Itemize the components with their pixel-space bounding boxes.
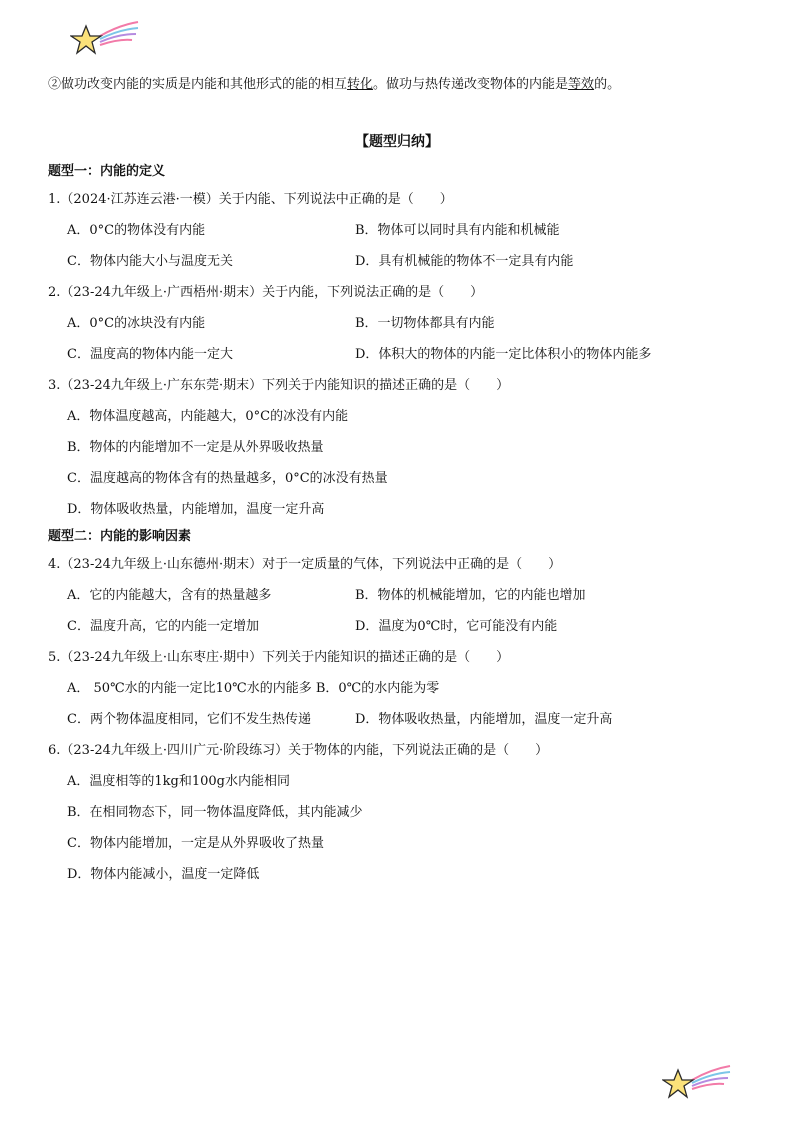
option-row: [48, 339, 758, 370]
option-item[interactable]: C．两个物体温度相同，它们不发生热传递: [67, 712, 311, 727]
option-item[interactable]: C．温度高的物体内能一定大: [67, 347, 233, 362]
option-item[interactable]: A．0°C的冰块没有内能: [67, 316, 206, 331]
option-item[interactable]: C．物体内能增加，一定是从外界吸收了热量: [67, 836, 324, 851]
shooting-star-icon: [662, 1058, 732, 1102]
type-heading: 题型一：内能的定义: [48, 164, 166, 179]
option-row: [48, 308, 758, 339]
option-row: [48, 246, 758, 277]
option-item[interactable]: B．在相同物态下，同一物体温度降低，其内能减少: [67, 805, 363, 820]
question-stem: 4.（23-24九年级上·山东德州·期末）对于一定质量的气体，下列说法中正确的是（ ）: [48, 557, 562, 572]
option-item[interactable]: D．物体吸收热量，内能增加，温度一定升高: [67, 502, 325, 517]
intro-paragraph: [48, 75, 768, 95]
intro-underlined-2: 等效: [568, 77, 595, 92]
option-item[interactable]: B．物体可以同时具有内能和机械能: [355, 223, 560, 238]
intro-text-3: 的。: [594, 77, 621, 92]
intro-text-1: ②做功改变内能的实质是内能和其他形式的能的相互: [48, 77, 348, 92]
question-stem: 3.（23-24九年级上·广东东莞·期末）下列关于内能知识的描述正确的是（ ）: [48, 378, 510, 393]
question-content: [48, 160, 758, 890]
option-item[interactable]: D．温度为0℃时，它可能没有内能: [355, 619, 558, 634]
option-item[interactable]: C．物体内能大小与温度无关: [67, 254, 233, 269]
section-title: 【题型归纳】: [355, 134, 439, 150]
option-item[interactable]: A．物体温度越高，内能越大，0°C的冰没有内能: [67, 409, 349, 424]
option-item[interactable]: A． 50℃水的内能一定比10℃水的内能多 B．0℃的水内能为零: [67, 681, 440, 696]
question-stem: 2.（23-24九年级上·广西梧州·期末）关于内能，下列说法正确的是（ ）: [48, 285, 484, 300]
option-row: [48, 611, 758, 642]
question-stem: 6.（23-24九年级上·四川广元·阶段练习）关于物体的内能，下列说法正确的是（ ）: [48, 743, 549, 758]
question-stem: 5.（23-24九年级上·山东枣庄·期中）下列关于内能知识的描述正确的是（ ）: [48, 650, 510, 665]
option-item[interactable]: A．温度相等的1kg和100g水内能相同: [67, 774, 290, 789]
option-item[interactable]: D．物体内能减小，温度一定降低: [67, 867, 260, 882]
option-item[interactable]: B．物体的内能增加不一定是从外界吸收热量: [67, 440, 324, 455]
option-item[interactable]: C．温度升高，它的内能一定增加: [67, 619, 259, 634]
type-heading: 题型二：内能的影响因素: [48, 529, 192, 544]
option-item[interactable]: [439, 673, 727, 704]
option-item[interactable]: B．一切物体都具有内能: [355, 316, 495, 331]
option-item[interactable]: A．0°C的物体没有内能: [67, 223, 206, 238]
option-row: [48, 215, 758, 246]
option-row: [48, 704, 758, 735]
option-row: [48, 580, 758, 611]
question-stem: 1.（2024·江苏连云港·一模）关于内能、下列说法中正确的是（ ）: [48, 192, 453, 207]
intro-text-2: 。做功与热传递改变物体的内能是: [373, 77, 569, 92]
shooting-star-icon: [70, 14, 140, 58]
intro-underlined-1: 转化: [347, 77, 374, 92]
option-row: [48, 673, 758, 704]
option-item[interactable]: D．物体吸收热量，内能增加，温度一定升高: [355, 712, 613, 727]
option-item[interactable]: D．具有机械能的物体不一定具有内能: [355, 254, 574, 269]
option-item[interactable]: D．体积大的物体的内能一定比体积小的物体内能多: [355, 347, 652, 362]
option-item[interactable]: C．温度越高的物体含有的热量越多，0°C的冰没有热量: [67, 471, 388, 486]
option-item[interactable]: B．物体的机械能增加，它的内能也增加: [355, 588, 586, 603]
option-item[interactable]: A．它的内能越大，含有的热量越多: [67, 588, 272, 603]
